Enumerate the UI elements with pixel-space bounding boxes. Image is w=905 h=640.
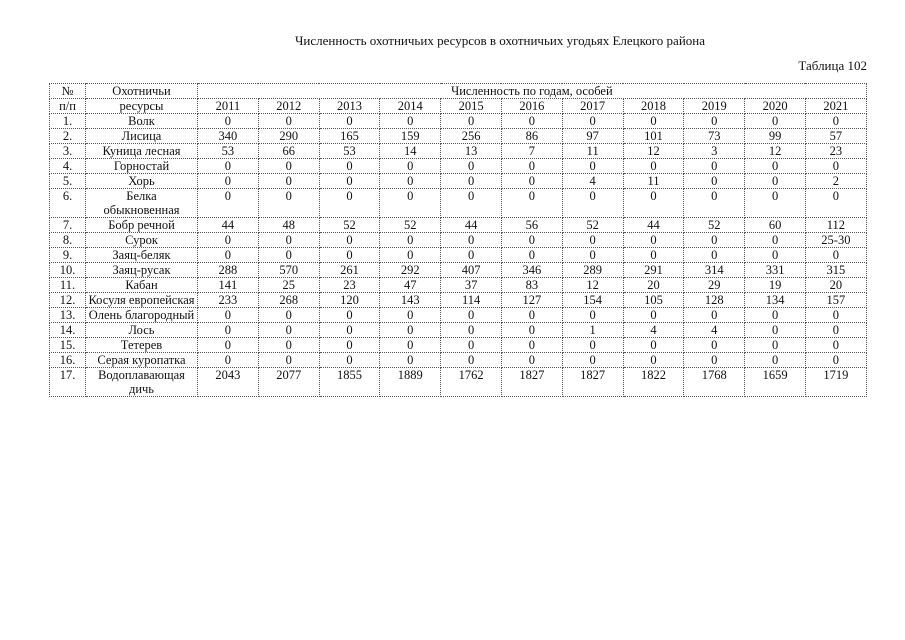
row-number: 14. bbox=[50, 323, 86, 338]
resource-name: Бобр речной bbox=[86, 218, 198, 233]
resource-name: Волк bbox=[86, 114, 198, 129]
cell-value: 0 bbox=[501, 308, 562, 323]
cell-value: 165 bbox=[319, 129, 380, 144]
cell-value: 11 bbox=[623, 174, 684, 189]
table-row bbox=[50, 323, 867, 338]
row-number: 13. bbox=[50, 308, 86, 323]
cell-value: 20 bbox=[623, 278, 684, 293]
cell-value: 4 bbox=[623, 323, 684, 338]
cell-value: 159 bbox=[380, 129, 441, 144]
cell-value: 0 bbox=[684, 114, 745, 129]
cell-value: 52 bbox=[562, 218, 623, 233]
cell-value: 0 bbox=[501, 174, 562, 189]
cell-value: 154 bbox=[562, 293, 623, 308]
cell-value: 20 bbox=[805, 278, 866, 293]
row-number: 15. bbox=[50, 338, 86, 353]
resource-name: Сурок bbox=[86, 233, 198, 248]
cell-value: 570 bbox=[258, 263, 319, 278]
cell-value: 48 bbox=[258, 218, 319, 233]
cell-value: 0 bbox=[380, 308, 441, 323]
cell-value: 0 bbox=[745, 233, 806, 248]
cell-value: 0 bbox=[501, 323, 562, 338]
cell-value: 0 bbox=[380, 248, 441, 263]
cell-value: 0 bbox=[805, 189, 866, 218]
cell-value: 0 bbox=[198, 189, 259, 218]
cell-value: 0 bbox=[805, 338, 866, 353]
cell-value: 340 bbox=[198, 129, 259, 144]
cell-value: 0 bbox=[258, 338, 319, 353]
cell-value: 0 bbox=[562, 114, 623, 129]
table-row bbox=[50, 129, 867, 144]
cell-value: 19 bbox=[745, 278, 806, 293]
cell-value: 315 bbox=[805, 263, 866, 278]
cell-value: 0 bbox=[501, 353, 562, 368]
cell-value: 1889 bbox=[380, 368, 441, 397]
cell-value: 292 bbox=[380, 263, 441, 278]
cell-value: 52 bbox=[380, 218, 441, 233]
cell-value: 101 bbox=[623, 129, 684, 144]
cell-value: 12 bbox=[562, 278, 623, 293]
cell-value: 3 bbox=[684, 144, 745, 159]
cell-value: 0 bbox=[805, 114, 866, 129]
table-label: Таблица 102 bbox=[798, 58, 867, 73]
row-number: 6. bbox=[50, 189, 86, 218]
table-row bbox=[50, 263, 867, 278]
cell-value: 0 bbox=[319, 233, 380, 248]
table-row bbox=[50, 278, 867, 293]
cell-value: 0 bbox=[198, 248, 259, 263]
cell-value: 0 bbox=[623, 189, 684, 218]
row-number: 12. bbox=[50, 293, 86, 308]
header-row-2 bbox=[50, 99, 867, 114]
cell-value: 56 bbox=[501, 218, 562, 233]
resource-name: Кабан bbox=[86, 278, 198, 293]
cell-value: 2 bbox=[805, 174, 866, 189]
cell-value: 105 bbox=[623, 293, 684, 308]
cell-value: 1762 bbox=[441, 368, 502, 397]
cell-value: 1827 bbox=[501, 368, 562, 397]
row-number: 8. bbox=[50, 233, 86, 248]
cell-value: 25 bbox=[258, 278, 319, 293]
cell-value: 331 bbox=[745, 263, 806, 278]
cell-value: 0 bbox=[380, 174, 441, 189]
resource-name: Олень благородный bbox=[86, 308, 198, 323]
cell-value: 12 bbox=[745, 144, 806, 159]
table-row bbox=[50, 218, 867, 233]
table-row bbox=[50, 159, 867, 174]
table-row bbox=[50, 233, 867, 248]
cell-value: 44 bbox=[441, 218, 502, 233]
cell-value: 37 bbox=[441, 278, 502, 293]
header-row-1 bbox=[50, 84, 867, 99]
cell-value: 0 bbox=[501, 114, 562, 129]
header-year-2015: 2015 bbox=[441, 99, 502, 114]
cell-value: 0 bbox=[562, 233, 623, 248]
cell-value: 120 bbox=[319, 293, 380, 308]
cell-value: 0 bbox=[198, 338, 259, 353]
cell-value: 60 bbox=[745, 218, 806, 233]
row-number: 7. bbox=[50, 218, 86, 233]
cell-value: 0 bbox=[501, 159, 562, 174]
cell-value: 1 bbox=[562, 323, 623, 338]
header-name-line-1: Охотничьи bbox=[86, 84, 198, 99]
cell-value: 1719 bbox=[805, 368, 866, 397]
cell-value: 0 bbox=[258, 174, 319, 189]
cell-value: 346 bbox=[501, 263, 562, 278]
cell-value: 57 bbox=[805, 129, 866, 144]
resource-name: Косуля европейская bbox=[86, 293, 198, 308]
header-year-2013: 2013 bbox=[319, 99, 380, 114]
cell-value: 0 bbox=[745, 338, 806, 353]
cell-value: 44 bbox=[623, 218, 684, 233]
cell-value: 0 bbox=[562, 308, 623, 323]
cell-value: 0 bbox=[380, 114, 441, 129]
cell-value: 0 bbox=[198, 308, 259, 323]
cell-value: 0 bbox=[562, 338, 623, 353]
cell-value: 0 bbox=[380, 323, 441, 338]
cell-value: 0 bbox=[684, 174, 745, 189]
resource-name: Куница лесная bbox=[86, 144, 198, 159]
cell-value: 0 bbox=[441, 189, 502, 218]
cell-value: 0 bbox=[198, 159, 259, 174]
row-number: 1. bbox=[50, 114, 86, 129]
cell-value: 0 bbox=[623, 233, 684, 248]
cell-value: 0 bbox=[319, 159, 380, 174]
cell-value: 0 bbox=[745, 174, 806, 189]
resource-name: Заяц-русак bbox=[86, 263, 198, 278]
cell-value: 83 bbox=[501, 278, 562, 293]
cell-value: 0 bbox=[198, 323, 259, 338]
cell-value: 0 bbox=[501, 338, 562, 353]
cell-value: 0 bbox=[258, 248, 319, 263]
cell-value: 0 bbox=[441, 233, 502, 248]
resource-name: Лисица bbox=[86, 129, 198, 144]
header-name-line-2: ресурсы bbox=[86, 99, 198, 114]
cell-value: 291 bbox=[623, 263, 684, 278]
cell-value: 0 bbox=[623, 114, 684, 129]
table-row bbox=[50, 248, 867, 263]
cell-value: 256 bbox=[441, 129, 502, 144]
cell-value: 0 bbox=[319, 174, 380, 189]
resource-name: Тетерев bbox=[86, 338, 198, 353]
cell-value: 0 bbox=[562, 353, 623, 368]
cell-value: 0 bbox=[441, 323, 502, 338]
cell-value: 0 bbox=[501, 233, 562, 248]
cell-value: 13 bbox=[441, 144, 502, 159]
cell-value: 0 bbox=[441, 114, 502, 129]
cell-value: 0 bbox=[380, 353, 441, 368]
cell-value: 0 bbox=[198, 233, 259, 248]
cell-value: 157 bbox=[805, 293, 866, 308]
row-number: 17. bbox=[50, 368, 86, 397]
cell-value: 0 bbox=[745, 189, 806, 218]
cell-value: 11 bbox=[562, 144, 623, 159]
header-num-line-2: п/п bbox=[50, 99, 86, 114]
resource-name: Водоплавающая дичь bbox=[86, 368, 198, 397]
cell-value: 23 bbox=[805, 144, 866, 159]
cell-value: 0 bbox=[258, 159, 319, 174]
cell-value: 233 bbox=[198, 293, 259, 308]
cell-value: 0 bbox=[623, 353, 684, 368]
table-row bbox=[50, 308, 867, 323]
hunting-resources-table bbox=[49, 83, 867, 397]
cell-value: 0 bbox=[805, 323, 866, 338]
cell-value: 0 bbox=[745, 353, 806, 368]
cell-value: 1827 bbox=[562, 368, 623, 397]
cell-value: 0 bbox=[380, 338, 441, 353]
cell-value: 23 bbox=[319, 278, 380, 293]
header-year-2012: 2012 bbox=[258, 99, 319, 114]
cell-value: 0 bbox=[623, 248, 684, 263]
cell-value: 0 bbox=[501, 248, 562, 263]
header-num-line-1: № bbox=[50, 84, 86, 99]
cell-value: 0 bbox=[258, 323, 319, 338]
row-number: 10. bbox=[50, 263, 86, 278]
cell-value: 114 bbox=[441, 293, 502, 308]
cell-value: 73 bbox=[684, 129, 745, 144]
cell-value: 128 bbox=[684, 293, 745, 308]
cell-value: 0 bbox=[380, 159, 441, 174]
cell-value: 0 bbox=[745, 114, 806, 129]
cell-value: 112 bbox=[805, 218, 866, 233]
cell-value: 0 bbox=[684, 159, 745, 174]
cell-value: 1855 bbox=[319, 368, 380, 397]
cell-value: 0 bbox=[441, 338, 502, 353]
cell-value: 0 bbox=[380, 233, 441, 248]
cell-value: 0 bbox=[805, 353, 866, 368]
cell-value: 0 bbox=[258, 353, 319, 368]
cell-value: 0 bbox=[319, 353, 380, 368]
header-year-2014: 2014 bbox=[380, 99, 441, 114]
cell-value: 0 bbox=[623, 338, 684, 353]
cell-value: 0 bbox=[198, 353, 259, 368]
cell-value: 1768 bbox=[684, 368, 745, 397]
cell-value: 53 bbox=[319, 144, 380, 159]
cell-value: 53 bbox=[198, 144, 259, 159]
header-year-2019: 2019 bbox=[684, 99, 745, 114]
cell-value: 407 bbox=[441, 263, 502, 278]
table-row bbox=[50, 189, 867, 218]
cell-value: 0 bbox=[380, 189, 441, 218]
header-year-2011: 2011 bbox=[198, 99, 259, 114]
cell-value: 288 bbox=[198, 263, 259, 278]
cell-value: 0 bbox=[441, 308, 502, 323]
cell-value: 0 bbox=[319, 308, 380, 323]
cell-value: 0 bbox=[805, 159, 866, 174]
cell-value: 0 bbox=[441, 353, 502, 368]
cell-value: 4 bbox=[562, 174, 623, 189]
cell-value: 0 bbox=[258, 308, 319, 323]
cell-value: 127 bbox=[501, 293, 562, 308]
cell-value: 268 bbox=[258, 293, 319, 308]
cell-value: 14 bbox=[380, 144, 441, 159]
cell-value: 44 bbox=[198, 218, 259, 233]
cell-value: 0 bbox=[805, 308, 866, 323]
cell-value: 66 bbox=[258, 144, 319, 159]
cell-value: 0 bbox=[623, 308, 684, 323]
cell-value: 0 bbox=[684, 338, 745, 353]
cell-value: 52 bbox=[319, 218, 380, 233]
resource-name: Белка обыкновенная bbox=[86, 189, 198, 218]
header-group-label: Численность по годам, особей bbox=[198, 84, 867, 99]
cell-value: 0 bbox=[319, 323, 380, 338]
cell-value: 289 bbox=[562, 263, 623, 278]
resource-name: Заяц-беляк bbox=[86, 248, 198, 263]
cell-value: 99 bbox=[745, 129, 806, 144]
cell-value: 0 bbox=[684, 353, 745, 368]
cell-value: 0 bbox=[684, 189, 745, 218]
cell-value: 0 bbox=[258, 114, 319, 129]
cell-value: 0 bbox=[319, 248, 380, 263]
resource-name: Хорь bbox=[86, 174, 198, 189]
cell-value: 0 bbox=[684, 248, 745, 263]
cell-value: 141 bbox=[198, 278, 259, 293]
cell-value: 0 bbox=[198, 174, 259, 189]
cell-value: 0 bbox=[441, 174, 502, 189]
cell-value: 134 bbox=[745, 293, 806, 308]
cell-value: 25-30 bbox=[805, 233, 866, 248]
cell-value: 86 bbox=[501, 129, 562, 144]
cell-value: 314 bbox=[684, 263, 745, 278]
cell-value: 0 bbox=[501, 189, 562, 218]
cell-value: 1659 bbox=[745, 368, 806, 397]
resource-name: Лось bbox=[86, 323, 198, 338]
cell-value: 0 bbox=[684, 233, 745, 248]
row-number: 11. bbox=[50, 278, 86, 293]
cell-value: 0 bbox=[684, 308, 745, 323]
row-number: 16. bbox=[50, 353, 86, 368]
cell-value: 2077 bbox=[258, 368, 319, 397]
cell-value: 290 bbox=[258, 129, 319, 144]
cell-value: 0 bbox=[198, 114, 259, 129]
cell-value: 0 bbox=[745, 323, 806, 338]
cell-value: 143 bbox=[380, 293, 441, 308]
cell-value: 0 bbox=[319, 114, 380, 129]
cell-value: 1822 bbox=[623, 368, 684, 397]
cell-value: 0 bbox=[745, 248, 806, 263]
cell-value: 0 bbox=[562, 189, 623, 218]
header-year-2017: 2017 bbox=[562, 99, 623, 114]
table-row bbox=[50, 353, 867, 368]
cell-value: 0 bbox=[623, 159, 684, 174]
cell-value: 0 bbox=[319, 338, 380, 353]
cell-value: 0 bbox=[258, 233, 319, 248]
cell-value: 4 bbox=[684, 323, 745, 338]
cell-value: 261 bbox=[319, 263, 380, 278]
row-number: 9. bbox=[50, 248, 86, 263]
cell-value: 7 bbox=[501, 144, 562, 159]
header-year-2020: 2020 bbox=[745, 99, 806, 114]
row-number: 5. bbox=[50, 174, 86, 189]
document-title: Численность охотничьих ресурсов в охотничьих угодьях Елецкого района bbox=[294, 33, 706, 48]
table-row bbox=[50, 293, 867, 308]
cell-value: 0 bbox=[805, 248, 866, 263]
cell-value: 0 bbox=[441, 159, 502, 174]
row-number: 2. bbox=[50, 129, 86, 144]
cell-value: 0 bbox=[562, 248, 623, 263]
cell-value: 12 bbox=[623, 144, 684, 159]
cell-value: 0 bbox=[441, 248, 502, 263]
cell-value: 0 bbox=[562, 159, 623, 174]
cell-value: 29 bbox=[684, 278, 745, 293]
table-row bbox=[50, 174, 867, 189]
header-year-2016: 2016 bbox=[501, 99, 562, 114]
resource-name: Серая куропатка bbox=[86, 353, 198, 368]
table-row bbox=[50, 368, 867, 397]
table-row bbox=[50, 114, 867, 129]
cell-value: 2043 bbox=[198, 368, 259, 397]
cell-value: 0 bbox=[745, 159, 806, 174]
cell-value: 52 bbox=[684, 218, 745, 233]
row-number: 3. bbox=[50, 144, 86, 159]
cell-value: 97 bbox=[562, 129, 623, 144]
cell-value: 0 bbox=[319, 189, 380, 218]
header-year-2021: 2021 bbox=[805, 99, 866, 114]
header-year-2018: 2018 bbox=[623, 99, 684, 114]
table-row bbox=[50, 144, 867, 159]
row-number: 4. bbox=[50, 159, 86, 174]
cell-value: 47 bbox=[380, 278, 441, 293]
table-row bbox=[50, 338, 867, 353]
cell-value: 0 bbox=[258, 189, 319, 218]
cell-value: 0 bbox=[745, 308, 806, 323]
resource-name: Горностай bbox=[86, 159, 198, 174]
